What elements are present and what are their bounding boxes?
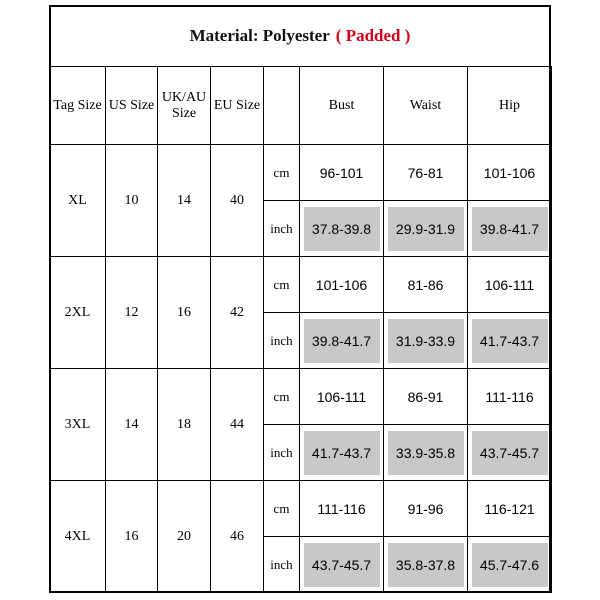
waist-inch-value: 35.8-37.8 <box>388 543 464 587</box>
eu-size-cell: 42 <box>211 257 264 369</box>
unit-cm-cell: cm <box>264 145 300 201</box>
uk-au-size-cell: 20 <box>158 481 211 593</box>
padded-label: ( Padded ) <box>335 25 411 45</box>
size-row-cm <box>50 481 552 537</box>
eu-size-cell: 46 <box>211 481 264 593</box>
hip-inch-value: 45.7-47.6 <box>472 543 548 587</box>
hip-inch-value: 43.7-45.7 <box>472 431 548 475</box>
eu-size-cell: 40 <box>211 145 264 257</box>
hip-cm-cell: 116-121 <box>468 481 552 537</box>
chart-title <box>49 5 551 67</box>
waist-inch-cell <box>384 425 468 481</box>
bust-inch-cell <box>300 201 384 257</box>
waist-inch-value: 33.9-35.8 <box>388 431 464 475</box>
bust-cm-cell: 96-101 <box>300 145 384 201</box>
bust-inch-value: 43.7-45.7 <box>304 543 380 587</box>
bust-inch-value: 41.7-43.7 <box>304 431 380 475</box>
unit-cm-cell: cm <box>264 481 300 537</box>
bust-cm-cell: 106-111 <box>300 369 384 425</box>
unit-inch-cell: inch <box>264 201 300 257</box>
waist-cm-cell: 81-86 <box>384 257 468 313</box>
hip-inch-value: 41.7-43.7 <box>472 319 548 363</box>
header-row <box>50 67 552 145</box>
waist-cm-cell: 91-96 <box>384 481 468 537</box>
bust-inch-value: 39.8-41.7 <box>304 319 380 363</box>
material-label: Material: Polyester <box>189 25 330 45</box>
tag-size-cell: 3XL <box>50 369 106 481</box>
waist-inch-value: 29.9-31.9 <box>388 207 464 251</box>
tag-size-cell: 2XL <box>50 257 106 369</box>
uk-au-size-cell: 18 <box>158 369 211 481</box>
tag-size-cell: 4XL <box>50 481 106 593</box>
waist-inch-cell <box>384 201 468 257</box>
eu-size-cell: 44 <box>211 369 264 481</box>
us-size-cell: 16 <box>106 481 158 593</box>
bust-cm-cell: 101-106 <box>300 257 384 313</box>
us-size-cell: 12 <box>106 257 158 369</box>
us-size-cell: 14 <box>106 369 158 481</box>
header-waist: Waist <box>384 67 468 145</box>
uk-au-size-cell: 14 <box>158 145 211 257</box>
hip-inch-cell <box>468 537 552 593</box>
header-uk-au-size: UK/AU Size <box>158 67 211 145</box>
hip-inch-cell <box>468 201 552 257</box>
hip-cm-cell: 101-106 <box>468 145 552 201</box>
header-unit <box>264 67 300 145</box>
header-tag-size: Tag Size <box>50 67 106 145</box>
unit-inch-cell: inch <box>264 537 300 593</box>
hip-inch-cell <box>468 313 552 369</box>
waist-inch-value: 31.9-33.9 <box>388 319 464 363</box>
hip-inch-value: 39.8-41.7 <box>472 207 548 251</box>
waist-inch-cell <box>384 537 468 593</box>
tag-size-cell: XL <box>50 145 106 257</box>
bust-inch-value: 37.8-39.8 <box>304 207 380 251</box>
hip-cm-cell: 111-116 <box>468 369 552 425</box>
size-row-cm <box>50 145 552 201</box>
bust-inch-cell <box>300 425 384 481</box>
unit-cm-cell: cm <box>264 369 300 425</box>
hip-cm-cell: 106-111 <box>468 257 552 313</box>
unit-inch-cell: inch <box>264 313 300 369</box>
waist-cm-cell: 86-91 <box>384 369 468 425</box>
unit-inch-cell: inch <box>264 425 300 481</box>
unit-cm-cell: cm <box>264 257 300 313</box>
size-row-cm <box>50 369 552 425</box>
bust-inch-cell <box>300 313 384 369</box>
waist-cm-cell: 76-81 <box>384 145 468 201</box>
header-bust: Bust <box>300 67 384 145</box>
size-row-cm <box>50 257 552 313</box>
uk-au-size-cell: 16 <box>158 257 211 369</box>
bust-cm-cell: 111-116 <box>300 481 384 537</box>
header-us-size: US Size <box>106 67 158 145</box>
bust-inch-cell <box>300 537 384 593</box>
header-eu-size: EU Size <box>211 67 264 145</box>
hip-inch-cell <box>468 425 552 481</box>
size-table <box>49 66 552 593</box>
header-hip: Hip <box>468 67 552 145</box>
us-size-cell: 10 <box>106 145 158 257</box>
waist-inch-cell <box>384 313 468 369</box>
